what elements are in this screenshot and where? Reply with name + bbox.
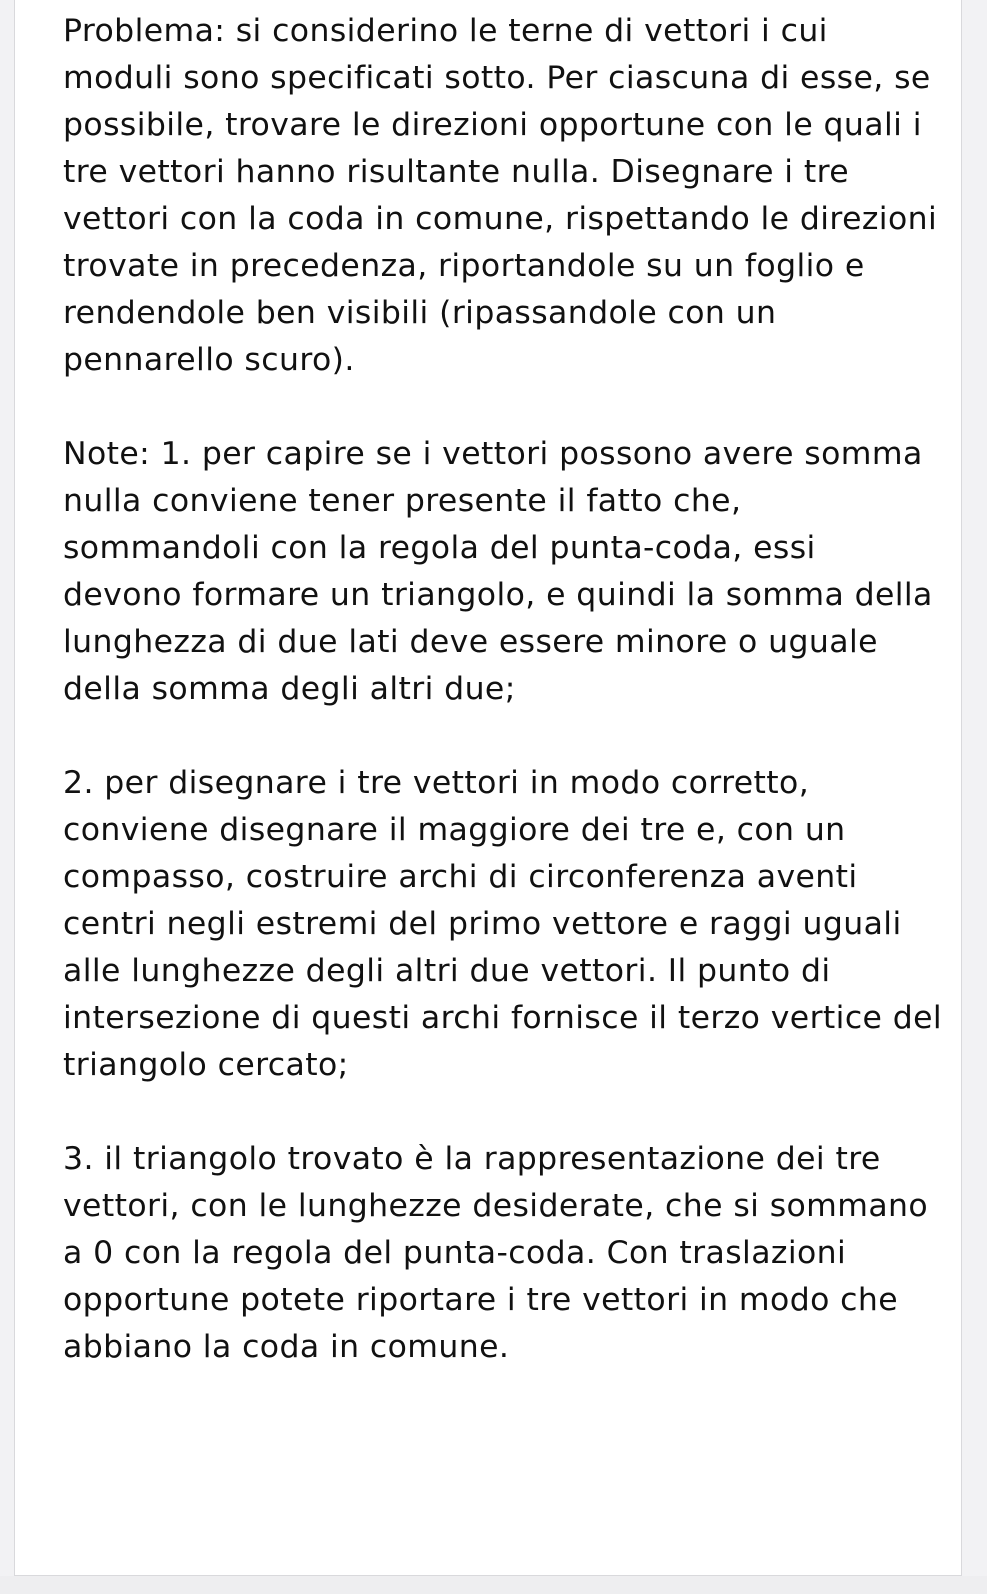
page-bottom-edge — [0, 1576, 987, 1594]
note-2-paragraph: 2. per disegnare i tre vettori in modo corretto, conviene disegnare il maggiore dei tre e, con un compasso, costruire archi di circonferenza aventi centri negli estremi del primo vettore e raggi uguali alle lunghezze degli altri due vettori. Il punto di intersezione di questi archi fornisce il terzo vertice del triangolo cercato; — [63, 765, 943, 1083]
document-body — [63, 8, 943, 1371]
note-1-paragraph: Note: 1. per capire se i vettori possono avere somma nulla conviene tener presente il fatto che, sommandoli con la regola del punta-coda, essi devono formare un triangolo, e quindi la somma della lunghezza di due lati deve essere minore o uguale della somma degli altri due; — [63, 436, 933, 707]
document-card — [14, 0, 962, 1576]
problem-paragraph: Problema: si considerino le terne di vettori i cui moduli sono specificati sotto. Per ciascuna di esse, se possibile, trovare le direzioni opportune con le quali i tre vettori hanno risultante nulla. Disegnare i tre vettori con la coda in comune, rispettando le direzioni trovate in precedenza, riportandole su un foglio e rendendole ben visibili (ripassandole con un pennarello scuro). — [63, 13, 938, 378]
note-3-paragraph: 3. il triangolo trovato è la rappresentazione dei tre vettori, con le lunghezze desiderate, che si sommano a 0 con la regola del punta-coda. Con traslazioni opportune potete riportare i tre vettori in modo che abbiano la coda in comune. — [63, 1141, 929, 1365]
